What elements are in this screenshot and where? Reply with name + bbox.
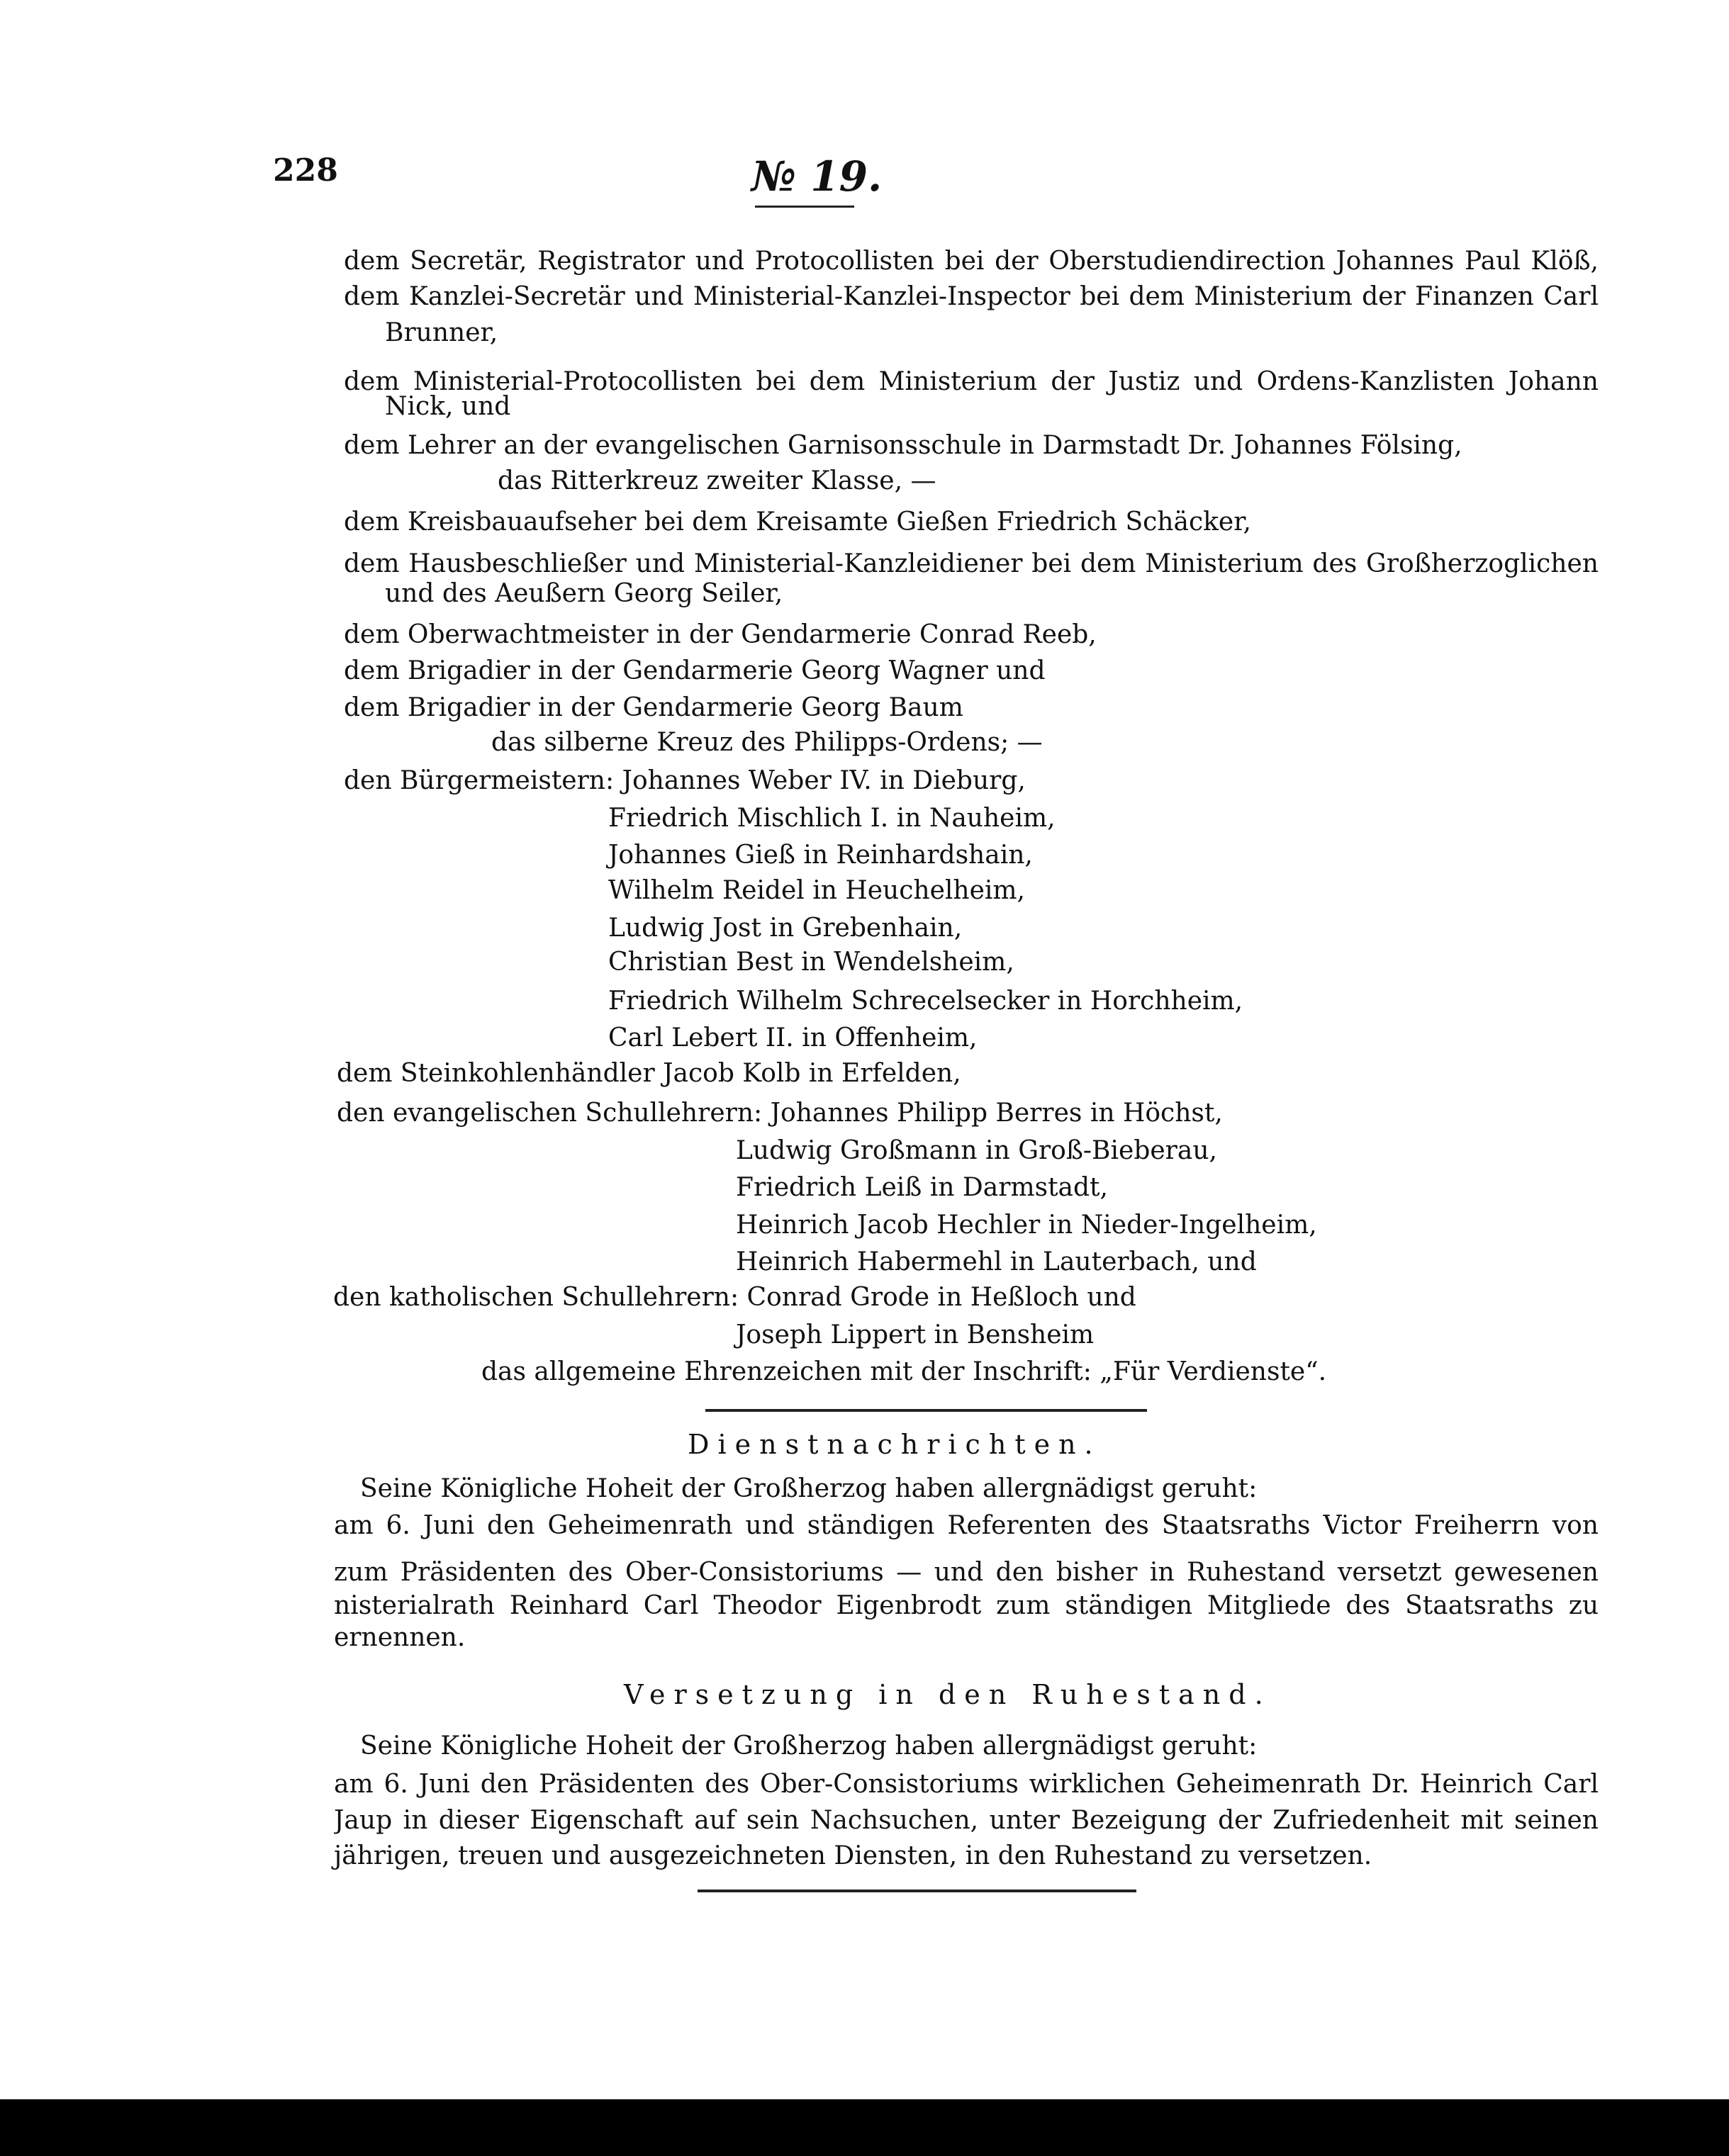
text-line: Heinrich Jacob Hechler in Nieder-Ingelheim, (736, 1211, 1317, 1240)
text-line: das silberne Kreuz des Philipps-Ordens; — (491, 728, 1043, 757)
text-line: Brunner, (385, 318, 498, 347)
text-line: dem Brigadier in der Gendarmerie Georg Wagner und (344, 656, 1046, 685)
title-underline (755, 206, 854, 208)
text-line: am 6. Juni den Präsidenten des Ober-Consistoriums wirklichen Geheimenrath Dr. Heinrich Carl (334, 1770, 1599, 1799)
text-line: Seine Königliche Hoheit der Großherzog haben allergnädigst geruht: (360, 1474, 1258, 1503)
text-line: jährigen, treuen und ausgezeichneten Diensten, in den Ruhestand zu versetzen. (334, 1841, 1372, 1870)
text-line: dem Kanzlei-Secretär und Ministerial-Kanzlei-Inspector bei dem Ministerium der Finanzen Carl (344, 282, 1599, 311)
text-line: Jaup in dieser Eigenschaft auf sein Nachsuchen, unter Bezeigung der Zufriedenheit mit seinen (334, 1806, 1599, 1835)
page-number: 228 (273, 152, 338, 189)
text-line: den Bürgermeistern: Johannes Weber IV. in Dieburg, (344, 766, 1026, 795)
section-heading-dienstnachrichten: Dienstnachrichten. (688, 1429, 1102, 1460)
text-line: dem Lehrer an der evangelischen Garnisonsschule in Darmstadt Dr. Johannes Fölsing, (344, 431, 1462, 460)
section-heading-ruhestand: Versetzung in den Ruhestand. (624, 1679, 1272, 1710)
text-line: das Ritterkreuz zweiter Klasse, — (498, 466, 936, 495)
text-line: den katholischen Schullehrern: Conrad Grode in Heßloch und (333, 1283, 1136, 1312)
text-line: dem Kreisbauaufseher bei dem Kreisamte Gießen Friedrich Schäcker, (344, 507, 1251, 537)
text-line: dem Ministerial-Protocollisten bei dem Ministerium der Justiz und Ordens-Kanzlisten Johann (344, 367, 1599, 396)
text-line: Nick, und (385, 392, 511, 421)
text-line: Christian Best in Wendelsheim, (608, 948, 1014, 977)
section-divider (698, 1890, 1136, 1892)
text-line: Carl Lebert II. in Offenheim, (608, 1023, 978, 1052)
text-line: das allgemeine Ehrenzeichen mit der Inschrift: „Für Verdienste“. (481, 1357, 1327, 1386)
text-line: dem Secretär, Registrator und Protocollisten bei der Oberstudiendirection Johannes Paul Klöß, (344, 247, 1599, 276)
text-line: dem Brigadier in der Gendarmerie Georg Baum (344, 693, 963, 722)
text-line: Ludwig Jost in Grebenhain, (608, 914, 963, 943)
issue-title: № 19. (751, 152, 883, 201)
section-divider (705, 1409, 1147, 1412)
text-line: nisterialrath Reinhard Carl Theodor Eigenbrodt zum ständigen Mitgliede des Staatsraths zu (334, 1591, 1599, 1620)
text-line: Johannes Gieß in Reinhardshain, (608, 841, 1033, 870)
text-line: Heinrich Habermehl in Lauterbach, und (736, 1247, 1257, 1276)
text-line: Wilhelm Reidel in Heuchelheim, (608, 876, 1025, 905)
text-line: den evangelischen Schullehrern: Johannes Philipp Berres in Höchst, (337, 1099, 1223, 1128)
text-line: ernennen. (334, 1623, 466, 1652)
text-line: Ludwig Großmann in Groß-Bieberau, (736, 1136, 1217, 1165)
text-line: am 6. Juni den Geheimenrath und ständigen Referenten des Staatsraths Victor Freiherrn von (334, 1511, 1599, 1540)
text-line: Friedrich Leiß in Darmstadt, (736, 1173, 1108, 1202)
text-line: dem Steinkohlenhändler Jacob Kolb in Erfelden, (337, 1059, 961, 1088)
text-line: dem Hausbeschließer und Ministerial-Kanzleidiener bei dem Ministerium des Großherzoglichen (344, 549, 1599, 578)
text-line: Friedrich Wilhelm Schrecelsecker in Horchheim, (608, 987, 1243, 1016)
scan-edge (0, 2099, 1729, 2156)
text-line: Joseph Lippert in Bensheim (736, 1320, 1095, 1349)
text-line: dem Oberwachtmeister in der Gendarmerie Conrad Reeb, (344, 620, 1097, 649)
text-line: zum Präsidenten des Ober-Consistoriums — und den bisher in Ruhestand versetzt gewesenen (334, 1558, 1599, 1587)
text-line: Friedrich Mischlich I. in Nauheim, (608, 804, 1056, 833)
text-line: und des Aeußern Georg Seiler, (385, 579, 783, 608)
text-line: Seine Königliche Hoheit der Großherzog haben allergnädigst geruht: (360, 1731, 1258, 1761)
